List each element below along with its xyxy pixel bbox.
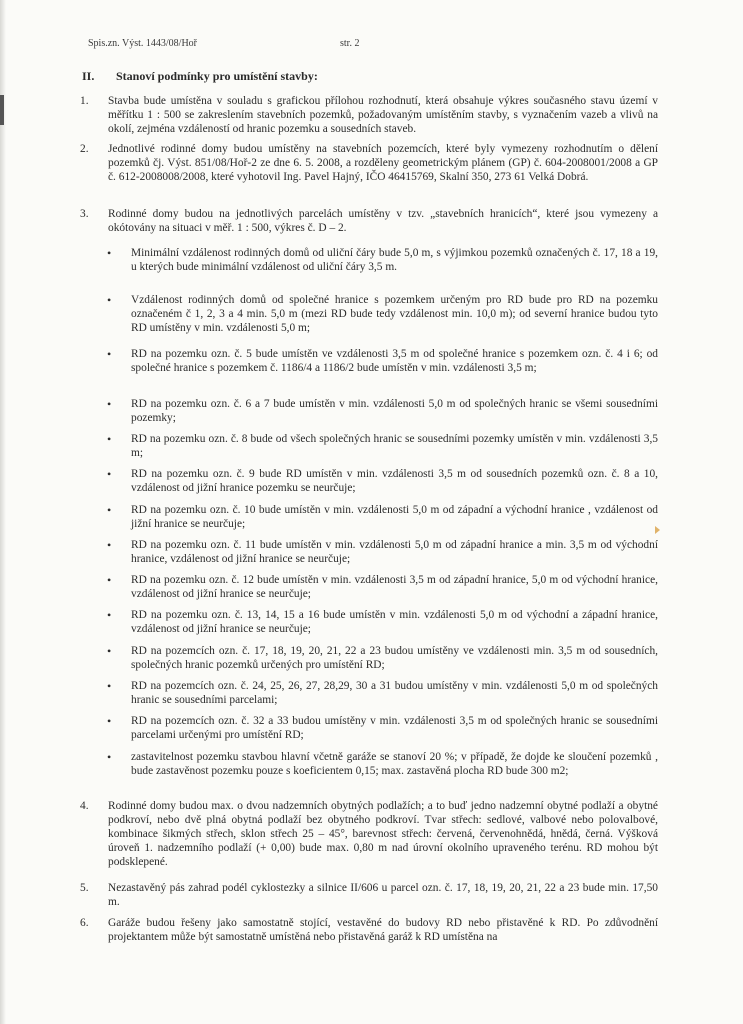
bullet-icon: • [107,293,112,307]
bullet-icon: • [107,573,112,587]
scan-edge-shadow [0,0,6,1024]
bullet-text: RD na pozemku ozn. č. 9 bude RD umístěn v min. vzdálenosti 3,5 m od sousedních pozemků ozn. č. 8 a 10, vzdálenost od jižní hranice pozemku se neurčuje; [131,468,658,495]
item-text: Stavba bude umístěna v souladu s grafickou přílohou rozhodnutí, která obsahuje výkres současného stavu území v měřítku 1 : 500 se zakreslením stavebních pozemků, požadovaným umístěním stavby, s vyznačením vazeb a vlivů na okolí, zejména vzdáleností od hranic pozemku a sousedních staveb. [108,95,658,136]
condition-item-3 [80,207,658,235]
list-item [107,397,658,425]
bullet-icon: • [107,608,112,622]
list-item [107,347,658,375]
list-item [107,467,658,495]
bullet-text: RD na pozemcích ozn. č. 32 a 33 budou umístěny v min. vzdálenosti 3,5 m od společných hranic se sousedními parcelami určenými pro umístění RD; [131,715,658,742]
list-item [107,293,658,335]
item-number: 2. [80,143,89,155]
bullet-text: RD na pozemku ozn. č. 5 bude umístěn ve vzdálenosti 3,5 m od společné hranice s pozemkem ozn. č. 4 i 6; od společné hranice s pozemkem č. 1186/4 a 1186/2 bude umístěn v min. vzdálenosti 3,5 m; [131,348,658,375]
list-item [107,246,658,274]
bullet-text: RD na pozemcích ozn. č. 17, 18, 19, 20, 21, 22 a 23 budou umístěny ve vzdálenosti min. 3,5 m od sousedních, společných hranic pozemků určených pro umístění RD; [131,645,658,672]
section-heading [82,69,662,84]
bullet-text: zastavitelnost pozemku stavbou hlavní včetně garáže se stanoví 20 %; v případě, že dojde ke sloučení pozemků , bude zastavěnost pozemku pouze s koeficientem 0,15; max. zastavěná plocha RD bude 300 m2; [131,751,658,778]
item-text: Jednotlivé rodinné domy budou umístěny na stavebních pozemcích, které byly vymezeny rozhodnutím o dělení pozemků čj. Výst. 851/08/Hoř-2 ze dne 6. 5. 2008, a rozděleny geometrickým plánem (GP) č. 604-2008001/2008 a GP č. 612-2008008/2008, které vyhotovil Ing. Pavel Hajný, IČO 46415769, Skalní 350, 273 61 Velká Dobrá. [108,143,658,184]
bullet-icon: • [107,750,112,764]
list-item [107,608,658,636]
bullet-icon: • [107,246,112,260]
item-number: 3. [80,208,89,220]
scan-edge-mark [0,95,4,125]
bullet-icon: • [107,538,112,552]
list-item [107,432,658,460]
bullet-text: RD na pozemku ozn. č. 8 bude od všech společných hranic se sousedními pozemky umístěn v min. vzdálenosti 3,5 m; [131,433,658,460]
item-text: Garáže budou řešeny jako samostatně stojící, vestavěné do budovy RD nebo přistavěné k RD. Po zdůvodnění projektantem může být samostatně umístěná nebo přistavěná garáž k RD umístěna na [108,917,658,944]
bullet-text: RD na pozemku ozn. č. 10 bude umístěn v min. vzdálenosti 5,0 m od západní a východní hranice , vzdálenost od jižní hranice se neurčuje; [131,504,658,531]
condition-item-2 [80,142,658,184]
bullet-text: RD na pozemcích ozn. č. 24, 25, 26, 27, 28,29, 30 a 31 budou umístěny v min. vzdálenosti 5,0 m od společných hranic se sousedními parcelami; [131,680,658,707]
bullet-text: Minimální vzdálenost rodinných domů od uliční čáry bude 5,0 m, s výjimkou pozemků označených č. 17, 18 a 19, u kterých bude minimální vzdálenost od uliční čáry 3,5 m. [131,247,658,274]
bullet-text: Vzdálenost rodinných domů od společné hranice s pozemkem určeným pro RD bude pro RD na pozemku označeném č 1, 2, 3 a 4 min. 5,0 m (mezi RD bude tedy vzdálenost min. 10,0 m); od severní hranice budou tyto RD umístěny v min. vzdálenosti 5,0 m; [131,294,658,335]
bullet-icon: • [107,644,112,658]
list-item [107,538,658,566]
item-number: 6. [80,917,89,929]
condition-item-5 [80,881,658,909]
file-reference: Spis.zn. Výst. 1443/08/Hoř [88,38,197,49]
item-text: Rodinné domy budou max. o dvou nadzemních obytných podlažích; a to buď jedno nadzemní obytné podlaží a obytné podkroví, nebo dvě plná obytná podlaží bez obytného podkroví. Tvar střech: sedlové, valbové nebo polovalbové, kombinace šikmých střech, sklon střech 25 – 45°, barevnost střech: červená, červenohnědá, hnědá, černá. Výšková úroveň 1. nadzemního podlaží (+ 0,00) bude max. 0,80 m nad úrovní okolního upraveného terénu. RD mohou být podsklepené. [108,800,658,869]
item-text: Nezastavěný pás zahrad podél cyklostezky a silnice II/606 u parcel ozn. č. 17, 18, 19, 20, 21, 22 a 23 bude min. 17,50 m. [108,882,658,909]
bullet-icon: • [107,679,112,693]
list-item [107,503,658,531]
condition-item-1 [80,94,658,136]
bullet-icon: • [107,467,112,481]
bullet-icon: • [107,347,112,361]
list-item [107,679,658,707]
item-number: 5. [80,882,89,894]
item-number: 1. [80,95,89,107]
bullet-icon: • [107,432,112,446]
item-text: Rodinné domy budou na jednotlivých parcelách umístěny v tzv. „stavebních hranicích“, které jsou vymezeny a okótovány na situaci v měř. 1 : 500, výkres č. D – 2. [108,208,658,235]
section-title-text: Stanoví podmínky pro umístění stavby: [116,69,318,83]
scan-artifact-marker [655,526,660,534]
bullet-text: RD na pozemku ozn. č. 6 a 7 bude umístěn v min. vzdálenosti 5,0 m od společných hranic se všemi sousedními pozemky; [131,398,658,425]
list-item [107,573,658,601]
condition-item-6 [80,916,658,944]
page-number: str. 2 [340,38,360,49]
bullet-text: RD na pozemku ozn. č. 12 bude umístěn v min. vzdálenosti 3,5 m od západní hranice, 5,0 m od východní hranice, vzdálenost od jižní hranice se neurčuje; [131,574,658,601]
bullet-text: RD na pozemku ozn. č. 11 bude umístěn v min. vzdálenosti 5,0 m od západní hranice a min. 3,5 m od východní hranice, vzdálenost od jižní hranice se neurčuje; [131,539,658,566]
bullet-icon: • [107,397,112,411]
bullet-icon: • [107,503,112,517]
section-number: II. [82,69,95,83]
list-item [107,750,658,778]
bullet-text: RD na pozemku ozn. č. 13, 14, 15 a 16 bude umístěn v min. vzdálenosti 5,0 m od východní a západní hranice, vzdálenost od jižní hranice se neurčuje; [131,609,658,636]
list-item [107,714,658,742]
list-item [107,644,658,672]
condition-item-4 [80,799,658,869]
bullet-icon: • [107,714,112,728]
item-number: 4. [80,800,89,812]
